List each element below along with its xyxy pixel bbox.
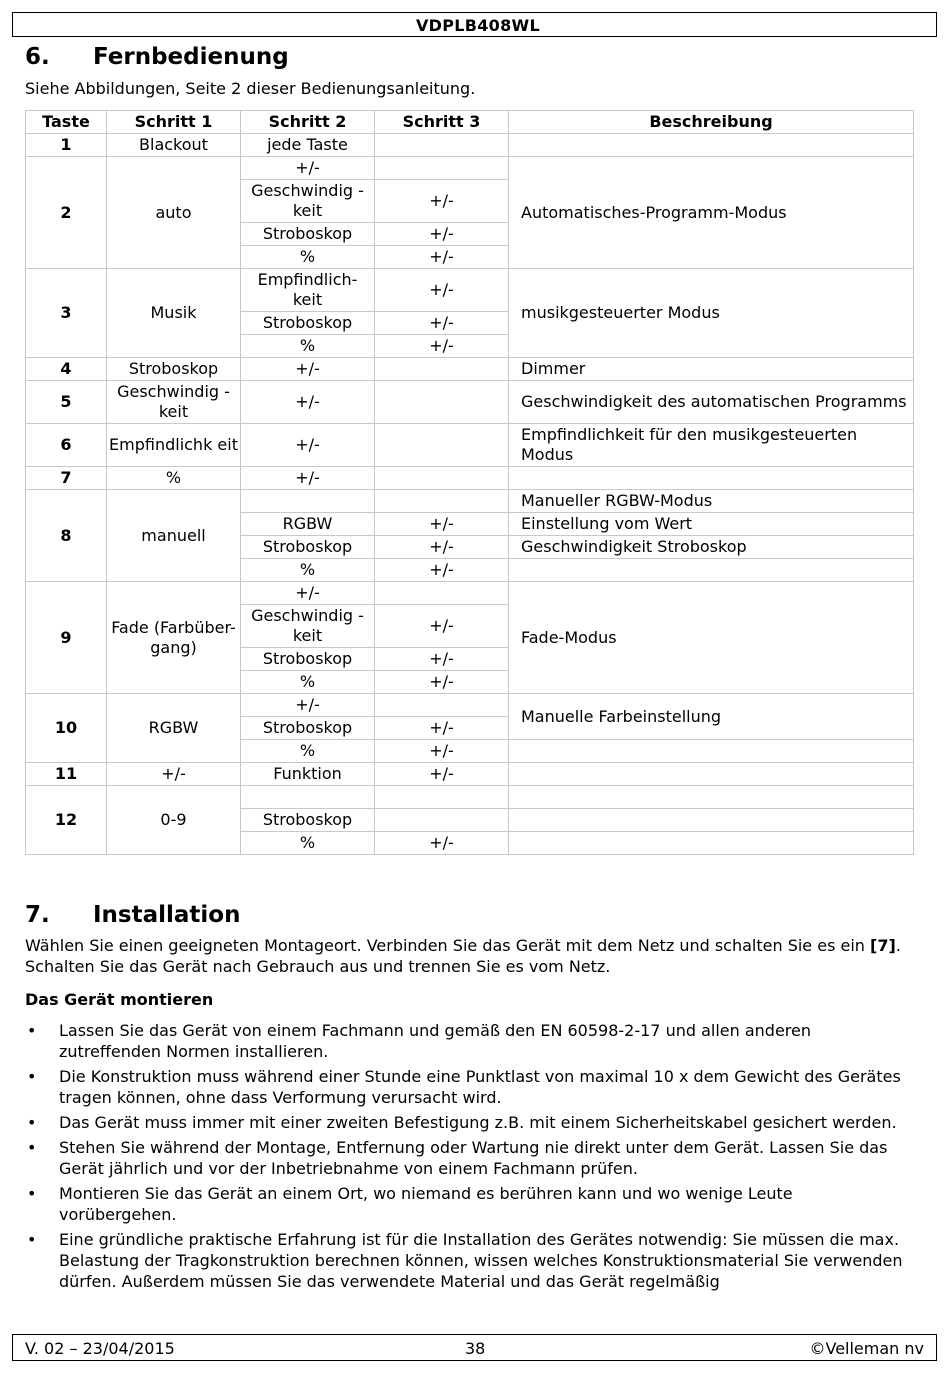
step1-cell: Blackout — [107, 134, 241, 157]
step2-cell: % — [241, 832, 375, 855]
step3-cell: +/- — [375, 648, 509, 671]
step3-cell: +/- — [375, 312, 509, 335]
step2-cell: % — [241, 740, 375, 763]
table-row — [26, 490, 914, 513]
bullet-icon: • — [27, 1067, 37, 1086]
page-number: 38 — [465, 1339, 486, 1358]
description-cell — [509, 832, 914, 855]
bullet-icon: • — [27, 1113, 37, 1132]
list-item-text: Das Gerät muss immer mit einer zweiten Befestigung z.B. mit einem Sicherheitskabel gesichert werden. — [59, 1113, 897, 1132]
description-cell: Manueller RGBW-Modus — [509, 490, 914, 513]
table-row — [26, 582, 914, 605]
step3-cell — [375, 786, 509, 809]
paragraph-text: Wählen Sie einen geeigneten Montageort. Verbinden Sie das Gerät mit dem Netz und schalten Sie es ein — [25, 936, 871, 955]
key-cell: 3 — [26, 269, 107, 358]
table-row — [26, 269, 914, 312]
description-cell: Geschwindigkeit Stroboskop — [509, 536, 914, 559]
section-number: 7. — [25, 902, 50, 928]
step2-cell: +/- — [241, 424, 375, 467]
step2-cell: +/- — [241, 358, 375, 381]
list-item — [25, 1020, 915, 1062]
column-header: Schritt 2 — [241, 111, 375, 134]
table-header-row — [26, 111, 914, 134]
step1-cell: % — [107, 467, 241, 490]
key-cell: 9 — [26, 582, 107, 694]
bullet-icon: • — [27, 1138, 37, 1157]
list-item — [25, 1137, 915, 1179]
description-cell: Automatisches-Programm-Modus — [509, 157, 914, 269]
step1-cell: RGBW — [107, 694, 241, 763]
list-item-text: Eine gründliche praktische Erfahrung ist für die Installation des Gerätes notwendig: Sie müssen die max. Belastung der Tragkonstruktion berechnen können, wissen welches Konstruktionsmaterial Sie verwenden dürfen. Außerdem müssen Sie das verwendete Material und das Gerät regelmäßig — [59, 1230, 903, 1291]
table-row — [26, 134, 914, 157]
table-row — [26, 424, 914, 467]
key-cell: 4 — [26, 358, 107, 381]
step2-cell: RGBW — [241, 513, 375, 536]
step3-cell: +/- — [375, 740, 509, 763]
column-header: Schritt 1 — [107, 111, 241, 134]
table-row — [26, 467, 914, 490]
list-item-text: Die Konstruktion muss während einer Stunde eine Punktlast von maximal 10 x dem Gewicht des Gerätes tragen können, ohne dass Verformung verursacht wird. — [59, 1067, 901, 1107]
step2-cell: Empfindlich- keit — [241, 269, 375, 312]
step2-cell — [241, 490, 375, 513]
section-number: 6. — [25, 44, 50, 70]
list-item — [25, 1112, 915, 1133]
mounting-instructions-list — [25, 1020, 915, 1296]
step3-cell — [375, 809, 509, 832]
step3-cell: +/- — [375, 246, 509, 269]
step1-cell: manuell — [107, 490, 241, 582]
step3-cell — [375, 582, 509, 605]
description-cell — [509, 740, 914, 763]
step3-cell — [375, 467, 509, 490]
installation-paragraph — [25, 935, 915, 977]
description-cell: Dimmer — [509, 358, 914, 381]
key-cell: 12 — [26, 786, 107, 855]
step2-cell: Stroboskop — [241, 717, 375, 740]
paragraph-text: . Schalten Sie das Gerät nach Gebrauch aus und trennen Sie es vom Netz. — [25, 936, 901, 976]
step3-cell: +/- — [375, 605, 509, 648]
step3-cell: +/- — [375, 335, 509, 358]
step2-cell: Stroboskop — [241, 223, 375, 246]
step3-cell: +/- — [375, 559, 509, 582]
section-6-intro: Siehe Abbildungen, Seite 2 dieser Bedienungsanleitung. — [25, 79, 476, 98]
page-footer — [12, 1334, 937, 1361]
step2-cell: Geschwindig -keit — [241, 605, 375, 648]
step2-cell: Stroboskop — [241, 809, 375, 832]
document-model-title: VDPLB408WL — [415, 16, 540, 35]
step3-cell — [375, 157, 509, 180]
description-cell — [509, 809, 914, 832]
table-row — [26, 381, 914, 424]
description-cell — [509, 786, 914, 809]
key-cell: 1 — [26, 134, 107, 157]
bullet-icon: • — [27, 1021, 37, 1040]
key-cell: 6 — [26, 424, 107, 467]
key-cell: 11 — [26, 763, 107, 786]
step2-cell: jede Taste — [241, 134, 375, 157]
table-row — [26, 358, 914, 381]
step2-cell: % — [241, 671, 375, 694]
step3-cell — [375, 424, 509, 467]
column-header: Taste — [26, 111, 107, 134]
section-title: Fernbedienung — [93, 44, 289, 70]
section-7-heading — [25, 902, 240, 928]
page-header — [12, 12, 937, 37]
key-cell: 8 — [26, 490, 107, 582]
description-cell: Fade-Modus — [509, 582, 914, 694]
key-cell: 2 — [26, 157, 107, 269]
step1-cell: Stroboskop — [107, 358, 241, 381]
key-cell: 7 — [26, 467, 107, 490]
list-item-text: Lassen Sie das Gerät von einem Fachmann und gemäß den EN 60598-2-17 und allen anderen zutreffenden Normen installieren. — [59, 1021, 812, 1061]
list-item-text: Stehen Sie während der Montage, Entfernung oder Wartung nie direkt unter dem Gerät. Lassen Sie das Gerät jährlich und vor der Inbetriebnahme von einem Fachmann prüfen. — [59, 1138, 888, 1178]
step2-cell: Geschwindig -keit — [241, 180, 375, 223]
description-cell — [509, 467, 914, 490]
step1-cell: auto — [107, 157, 241, 269]
step2-cell: Stroboskop — [241, 648, 375, 671]
description-cell: Empfindlichkeit für den musikgesteuerten Modus — [509, 424, 914, 467]
key-cell: 5 — [26, 381, 107, 424]
document-version: V. 02 – 23/04/2015 — [25, 1339, 175, 1358]
step2-cell: +/- — [241, 694, 375, 717]
bullet-icon: • — [27, 1230, 37, 1249]
step3-cell — [375, 381, 509, 424]
description-cell: Einstellung vom Wert — [509, 513, 914, 536]
step2-cell: +/- — [241, 381, 375, 424]
description-cell — [509, 134, 914, 157]
step2-cell: +/- — [241, 467, 375, 490]
table-row — [26, 786, 914, 809]
table-row — [26, 157, 914, 180]
description-cell: Geschwindigkeit des automatischen Programms — [509, 381, 914, 424]
step1-cell: Empfindlichk eit — [107, 424, 241, 467]
step2-cell: % — [241, 559, 375, 582]
step2-cell: Funktion — [241, 763, 375, 786]
step2-cell: % — [241, 246, 375, 269]
step3-cell: +/- — [375, 717, 509, 740]
step3-cell: +/- — [375, 223, 509, 246]
step2-cell: +/- — [241, 157, 375, 180]
copyright-notice: ©Velleman nv — [809, 1339, 924, 1358]
column-header: Schritt 3 — [375, 111, 509, 134]
step3-cell: +/- — [375, 269, 509, 312]
step3-cell: +/- — [375, 671, 509, 694]
step2-cell: +/- — [241, 582, 375, 605]
step2-cell — [241, 786, 375, 809]
step3-cell — [375, 358, 509, 381]
table-row — [26, 694, 914, 717]
list-item — [25, 1066, 915, 1108]
step3-cell — [375, 134, 509, 157]
column-header: Beschreibung — [509, 111, 914, 134]
description-cell — [509, 763, 914, 786]
step2-cell: Stroboskop — [241, 312, 375, 335]
step3-cell: +/- — [375, 536, 509, 559]
step2-cell: Stroboskop — [241, 536, 375, 559]
remote-control-table — [25, 110, 914, 855]
key-cell: 10 — [26, 694, 107, 763]
table-row — [26, 763, 914, 786]
step3-cell: +/- — [375, 763, 509, 786]
step1-cell: Fade (Farbüber- gang) — [107, 582, 241, 694]
step1-cell: Musik — [107, 269, 241, 358]
section-title: Installation — [93, 902, 241, 928]
step1-cell: Geschwindig -keit — [107, 381, 241, 424]
list-item-text: Montieren Sie das Gerät an einem Ort, wo niemand es berühren kann und wo wenige Leute vorübergehen. — [59, 1184, 793, 1224]
description-cell: Manuelle Farbeinstellung — [509, 694, 914, 740]
list-item — [25, 1229, 915, 1292]
step3-cell: +/- — [375, 513, 509, 536]
section-6-heading — [25, 44, 289, 70]
description-cell — [509, 559, 914, 582]
step2-cell: % — [241, 335, 375, 358]
step3-cell — [375, 490, 509, 513]
step1-cell: +/- — [107, 763, 241, 786]
description-cell: musikgesteuerter Modus — [509, 269, 914, 358]
step3-cell: +/- — [375, 180, 509, 223]
bullet-icon: • — [27, 1184, 37, 1203]
figure-reference: [7] — [870, 936, 896, 955]
step3-cell — [375, 694, 509, 717]
mounting-subheading: Das Gerät montieren — [25, 990, 214, 1009]
step3-cell: +/- — [375, 832, 509, 855]
list-item — [25, 1183, 915, 1225]
step1-cell: 0-9 — [107, 786, 241, 855]
